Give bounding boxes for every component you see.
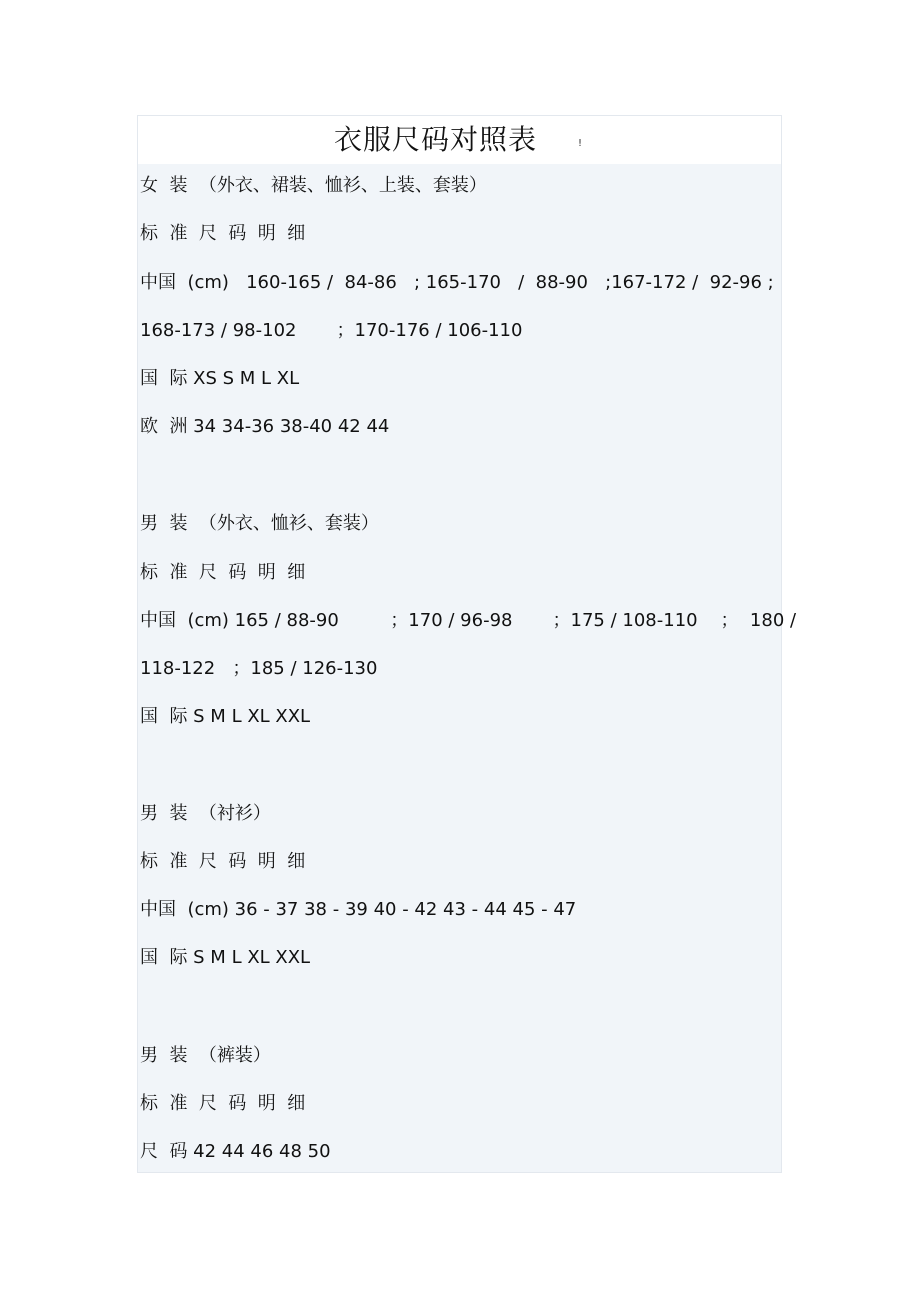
women-china-sizes-line-1: 中国 (cm) 160-165 / 84-86 ; 165-170 / 88-90 ;167-172 / 92-96 ; <box>140 272 774 293</box>
shirts-section-heading: 男 装 （衬衫） <box>140 803 271 824</box>
men-standard-size-label: 标 准 尺 码 明 细 <box>140 562 306 583</box>
women-china-sizes-line-2: 168-173 / 98-102 ；170-176 / 106-110 <box>140 320 523 341</box>
trousers-standard-size-label: 标 准 尺 码 明 细 <box>140 1093 306 1114</box>
title-band <box>138 116 781 164</box>
women-international-sizes: 国 际 XS S M L XL <box>140 368 300 389</box>
men-china-sizes-line-2: 118-122 ；185 / 126-130 <box>140 658 378 679</box>
shirts-china-sizes: 中国 (cm) 36 - 37 38 - 39 40 - 42 43 - 44 45 - 47 <box>140 899 577 920</box>
shirts-standard-size-label: 标 准 尺 码 明 细 <box>140 851 306 872</box>
document-title: 衣服尺码对照表 <box>334 123 538 156</box>
shirts-international-sizes: 国 际 S M L XL XXL <box>140 947 311 968</box>
men-china-sizes-line-1: 中国 (cm) 165 / 88-90 ；170 / 96-98 ；175 / 108-110 ； 180 / <box>140 610 797 631</box>
men-section-heading: 男 装 （外衣、恤衫、套装） <box>140 513 379 534</box>
trousers-section-heading: 男 装 （裤装） <box>140 1045 271 1066</box>
title-mark: ! <box>578 138 583 149</box>
men-international-sizes: 国 际 S M L XL XXL <box>140 706 311 727</box>
women-europe-sizes: 欧 洲 34 34-36 38-40 42 44 <box>140 416 390 437</box>
size-chart-document <box>137 115 797 1173</box>
women-section-heading: 女 装 （外衣、裙装、恤衫、上装、套装） <box>140 175 487 196</box>
trousers-sizes: 尺 码 42 44 46 48 50 <box>140 1141 331 1162</box>
women-standard-size-label: 标 准 尺 码 明 细 <box>140 223 306 244</box>
